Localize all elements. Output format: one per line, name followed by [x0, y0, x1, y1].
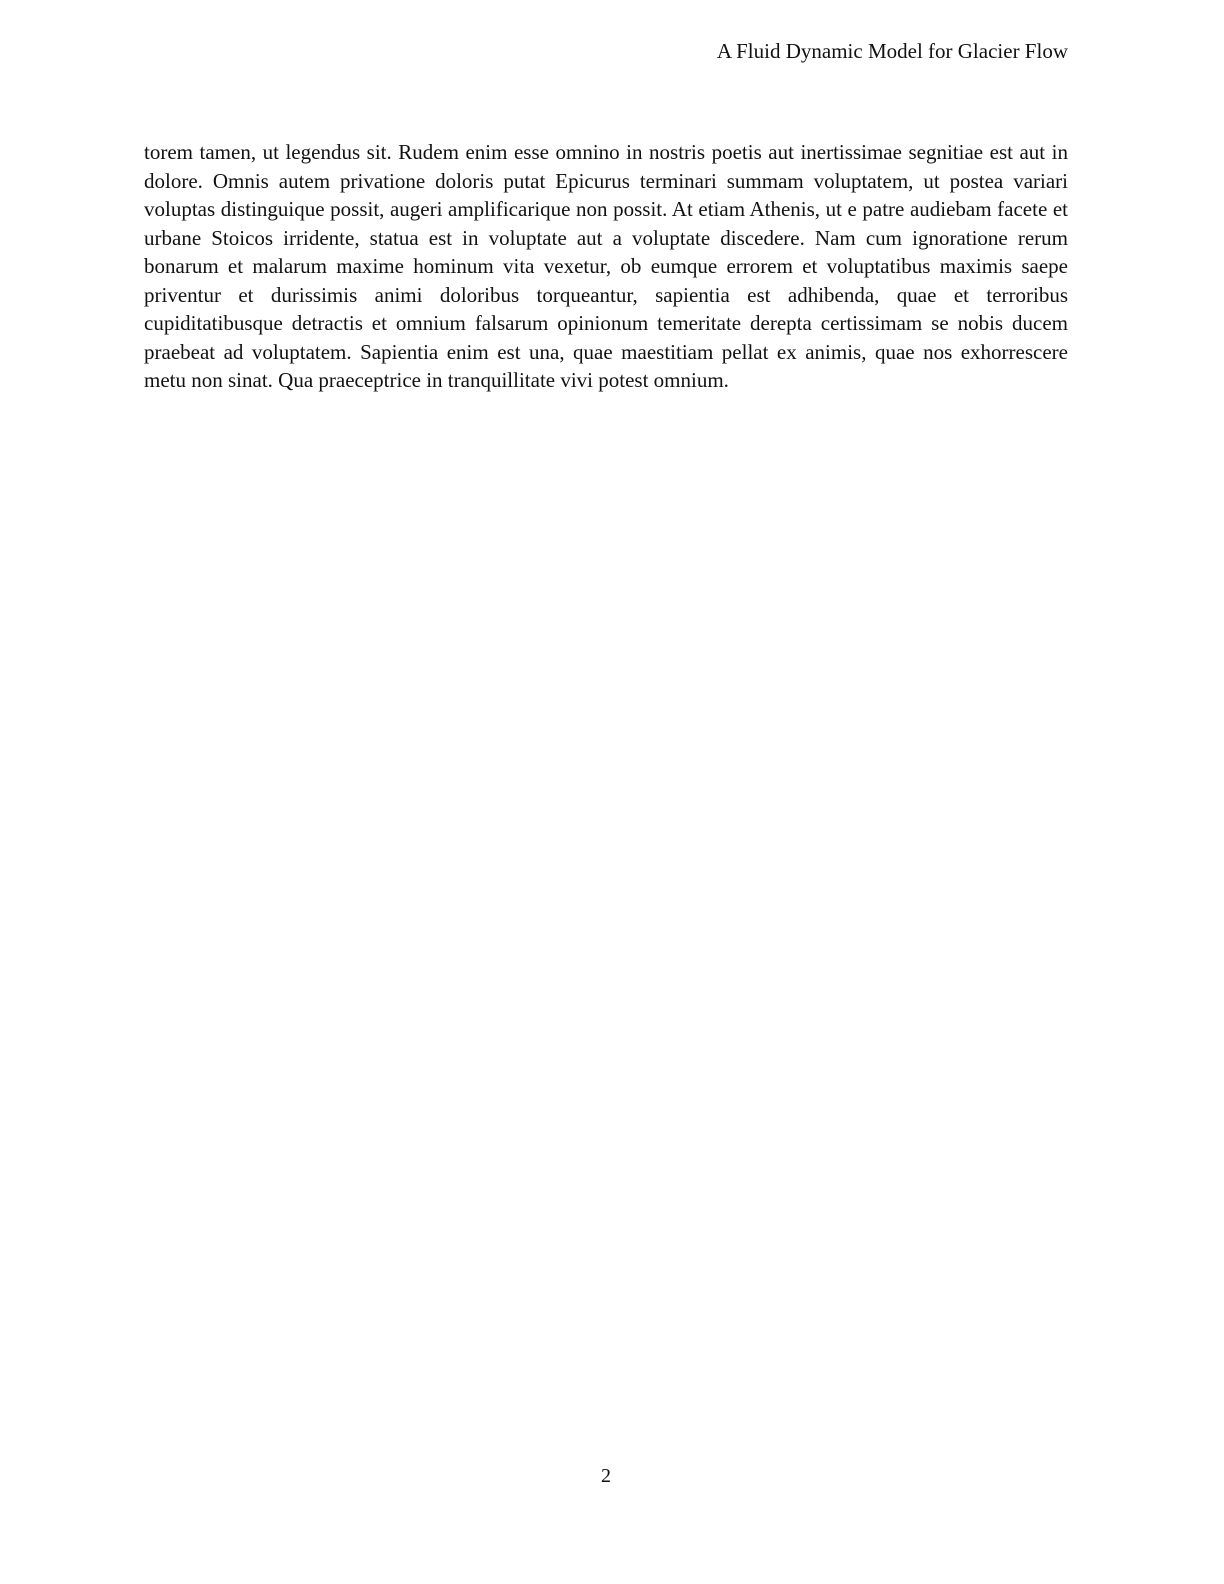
page-number: 2	[601, 1465, 611, 1487]
running-header-title: A Fluid Dynamic Model for Glacier Flow	[716, 39, 1068, 63]
body-paragraph: torem tamen, ut legendus sit. Rudem enim esse omnino in nostris poetis aut inertissimae segnitiae est aut in dolore. Omnis autem privatione doloris putat Epicurus terminari summam voluptatem, ut postea variari voluptas distinguique possit, augeri amplificarique non possit. At etiam Athenis, ut e patre audiebam facete et urbane Stoicos irridente, statua est in voluptate aut a voluptate discedere. Nam cum ignoratione rerum bonarum et malarum maxime hominum vita vexetur, ob eumque errorem et voluptatibus maximis saepe priventur et durissimis animi doloribus torqueantur, sapientia est adhibenda, quae et terroribus cupiditatibusque detractis et omnium falsarum opinionum temeritate derepta certissimam se nobis ducem praebeat ad voluptatem. Sapientia enim est una, quae maestitiam pellat ex animis, quae nos exhorrescere metu non sinat. Qua praeceptrice in tranquillitate vivi potest omnium.	[144, 140, 1068, 392]
